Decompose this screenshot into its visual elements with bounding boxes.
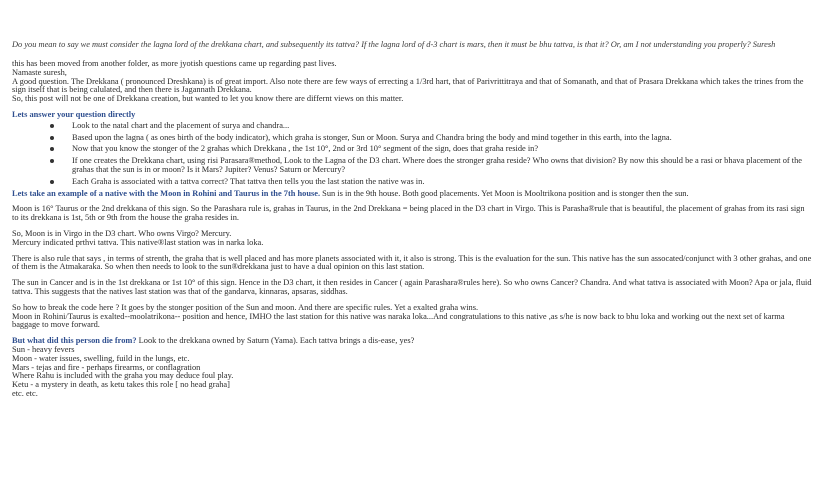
list-item-text: Look to the natal chart and the placement of surya and chandra... — [72, 120, 290, 130]
bullet-icon — [50, 136, 54, 140]
list-item — [12, 145, 812, 154]
list-item-text: Now that you know the stonger of the 2 grahas which Drekkana , the 1st 10°, 2nd or 3rd 10° segment of the sign, does that graha reside in? — [72, 144, 539, 154]
ending-line: Where Rahu is included with the graha you may deduce foul play. — [12, 371, 234, 381]
list-item-text: Each Graha is associated with a tattva correct? That tattva then tells you the last station the native was in. — [72, 176, 425, 186]
example-paragraph — [12, 190, 812, 199]
ending-line: etc. etc. — [12, 388, 38, 398]
list-item — [12, 134, 812, 143]
paragraph: There is also rule that says , in terms of strenth, the graha that is well placed and has more planets associated with it, it also is strong. This is the evaluation for the sun. This native has the sun assocated/conjunct with 3 other grahas, and one of them is the Atmakaraka. So when then needs to look to the sun®drekkana just to have a dual opinion on this last station. — [12, 253, 812, 272]
death-text: Look to the drekkana owned by Saturn (Yama). Each tattva brings a dis-ease, yes? — [136, 336, 415, 346]
death-heading: But what did this person die from? — [12, 336, 137, 346]
bullet-icon — [50, 180, 54, 184]
bullet-icon — [50, 124, 54, 128]
ending-line: Moon - water issues, swelling, fuild in the lungs, etc. — [12, 353, 190, 363]
paragraph: The sun in Cancer and is in the 1st drekkana or 1st 10° of this sign. Hence in the D3 chart, it then resides in Cancer ( again Parashara®rules here). So who owns Cancer? Chandra. And what tattva is associated with Moon? Apa or jala, fluid tattva. This suggests that the natives last station was that of the gandarva, kinnaras, apsaras, siddhas. — [12, 278, 812, 296]
ending-line: Ketu - a mystery in death, as ketu takes this role [ no head graha] — [12, 380, 230, 390]
intro-line: this has been moved from another folder, as more jyotish questions came up regarding past lives. — [12, 59, 337, 68]
list-item — [12, 178, 812, 187]
ending-line: Sun - heavy fevers — [12, 344, 75, 354]
list-item-text: Based upon the lagna ( as ones birth of the body indicator), which graha is stonger, Sun or Moon. Surya and Chandra bring the body and mind together in this earth, into the lagna. — [72, 132, 672, 142]
list-item-text: If one creates the Drekkana chart, using risi Parasara®method, Look to the Lagna of the D3 chart. Where does the stronger graha reside? Who owns that division? By now this should be a rasi or bhava placement of the grahas that the sun is in or moon? Is it Mars? Jupiter? Venus? Saturn or Mercury? — [72, 156, 803, 174]
section-heading: Lets answer your question directly — [12, 109, 136, 119]
bullet-list — [12, 122, 812, 187]
paragraph: So, Moon is in Virgo in the D3 chart. Who owns Virgo? Mercury. Mercury indicated prthvi tattva. This native®last station was in narka loka. — [12, 228, 264, 247]
example-text: Sun is in the 9th house. Both good placements. Yet Moon is Mooltrikona position and is stonger then the sun. — [320, 188, 689, 198]
list-item — [12, 122, 812, 131]
paragraph: Moon is 16° Taurus or the 2nd drekkana of this sign. So the Parashara rule is, grahas in Taurus, in the 2nd Drekkana = being placed in the D3 chart in Virgo. This is Parasha®rule that is beautiful, the placement of grahas from its rasi sign to its drekkana is 1st, 5th or 9th from the house the graha resides in. — [12, 204, 805, 223]
list-item — [12, 157, 812, 175]
bullet-icon — [50, 159, 54, 163]
death-paragraph — [12, 337, 812, 346]
ending-line: Mars - tejas and fire - perhaps firearms, or conflagration — [12, 362, 201, 372]
bullet-icon — [50, 147, 54, 151]
example-heading: Lets take an example of a native with the Moon in Rohini and Taurus in the 7th house. — [12, 188, 321, 198]
paragraph: So how to break the code here ? It goes by the stonger position of the Sun and moon. And there are specific rules. Yet a exalted graha wins. Moon in Rohini/Taurus is exalted--moolatrikona-- position and hence, IMHO the last station for this native was naraka loka...And congratulations to this native ,as s/he is now back to bhu loka and working out the next set of karma baggage to move forward. — [12, 302, 785, 330]
intro-line: A good question. The Drekkana ( pronounced Dreshkana) is of great import. Also note there are few ways of errecting a 1/3rd hart, that of Parivrittitraya and that of Somanath, and that of Prasara Drekkana which takes the trines from the sign itself that is being calulated, and then there is Jagannath Drekkana. — [12, 76, 804, 95]
post-body — [12, 60, 812, 399]
intro-line: So, this post will not be one of Drekkana creation, but wanted to let you know there are differnt views on this matter. — [12, 94, 404, 104]
intro-line: Namaste suresh, — [12, 67, 67, 77]
quoted-question: Do you mean to say we must consider the lagna lord of the drekkana chart, and subsequently its tattva? If the lagna lord of d-3 chart is mars, then it must be bhu tattva, is that it? Or, am I not understanding you properly? Suresh — [12, 40, 776, 49]
